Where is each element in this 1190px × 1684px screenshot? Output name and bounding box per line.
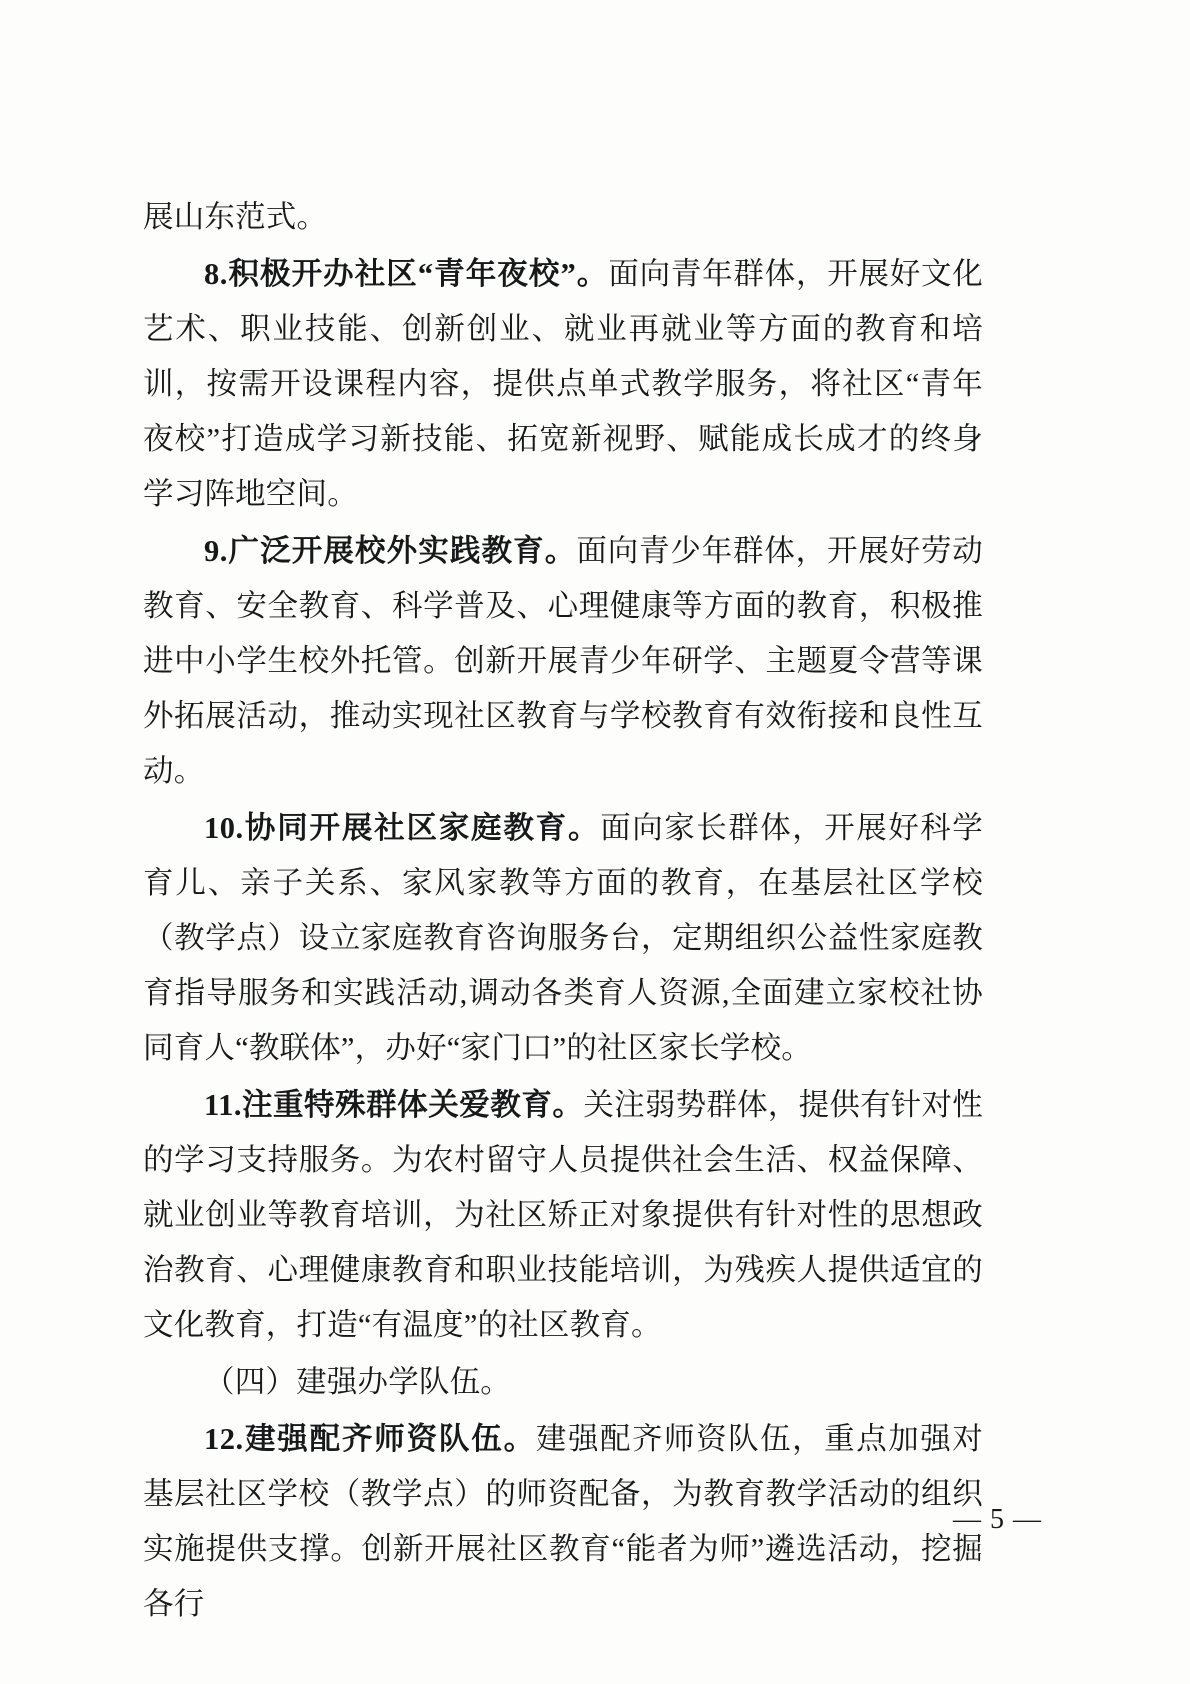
page-number: — 5 —: [953, 1504, 1042, 1535]
paragraph-lead: 11.注重特殊群体关爱教育。: [204, 1088, 584, 1122]
document-body: [143, 190, 983, 1634]
paragraph-item-9: [143, 524, 983, 799]
paragraph-item-11: [143, 1078, 983, 1353]
paragraph-item-8: [143, 247, 983, 522]
paragraph-section-heading-4: [143, 1355, 983, 1410]
paragraph-lead: 12.建强配齐师资队伍。: [204, 1422, 536, 1456]
paragraph-item-10: [143, 801, 983, 1076]
paragraph-lead: 9.广泛开展校外实践教育。: [204, 534, 577, 568]
paragraph-lead: 10.协同开展社区家庭教育。: [204, 811, 601, 845]
paragraph-text: 面向青少年群体，开展好劳动教育、安全教育、科学普及、心理健康等方面的教育，积极推进中小学生校外托管。创新开展青少年研学、主题夏令营等课外拓展活动，推动实现社区教育与学校教育有效衔接和良性互动。: [143, 534, 983, 788]
paragraph-text: 面向青年群体，开展好文化艺术、职业技能、创新创业、就业再就业等方面的教育和培训，按需开设课程内容，提供点单式教学服务，将社区“青年夜校”打造成学习新技能、拓宽新视野、赋能成长成才的终身学习阵地空间。: [143, 257, 983, 511]
paragraph-lead: 8.积极开办社区“青年夜校”。: [204, 257, 609, 291]
paragraph-text: 关注弱势群体，提供有针对性的学习支持服务。为农村留守人员提供社会生活、权益保障、就业创业等教育培训，为社区矫正对象提供有针对性的思想政治教育、心理健康教育和职业技能培训，为残疾人提供适宜的文化教育，打造“有温度”的社区教育。: [143, 1088, 983, 1342]
paragraph-text: 展山东范式。: [143, 200, 328, 234]
paragraph-item-12: [143, 1412, 983, 1632]
paragraph-continuation: [143, 190, 983, 245]
paragraph-text: 面向家长群体，开展好科学育儿、亲子关系、家风家教等方面的教育，在基层社区学校（教学点）设立家庭教育咨询服务台，定期组织公益性家庭教育指导服务和实践活动,调动各类育人资源,全面建立家校社协同育人“教联体”，办好“家门口”的社区家长学校。: [143, 811, 983, 1065]
paragraph-text: （四）建强办学队伍。: [204, 1365, 511, 1399]
paragraph-text: 建强配齐师资队伍，重点加强对基层社区学校（教学点）的师资配备，为教育教学活动的组织实施提供支撑。创新开展社区教育“能者为师”遴选活动，挖掘各行: [143, 1422, 983, 1621]
